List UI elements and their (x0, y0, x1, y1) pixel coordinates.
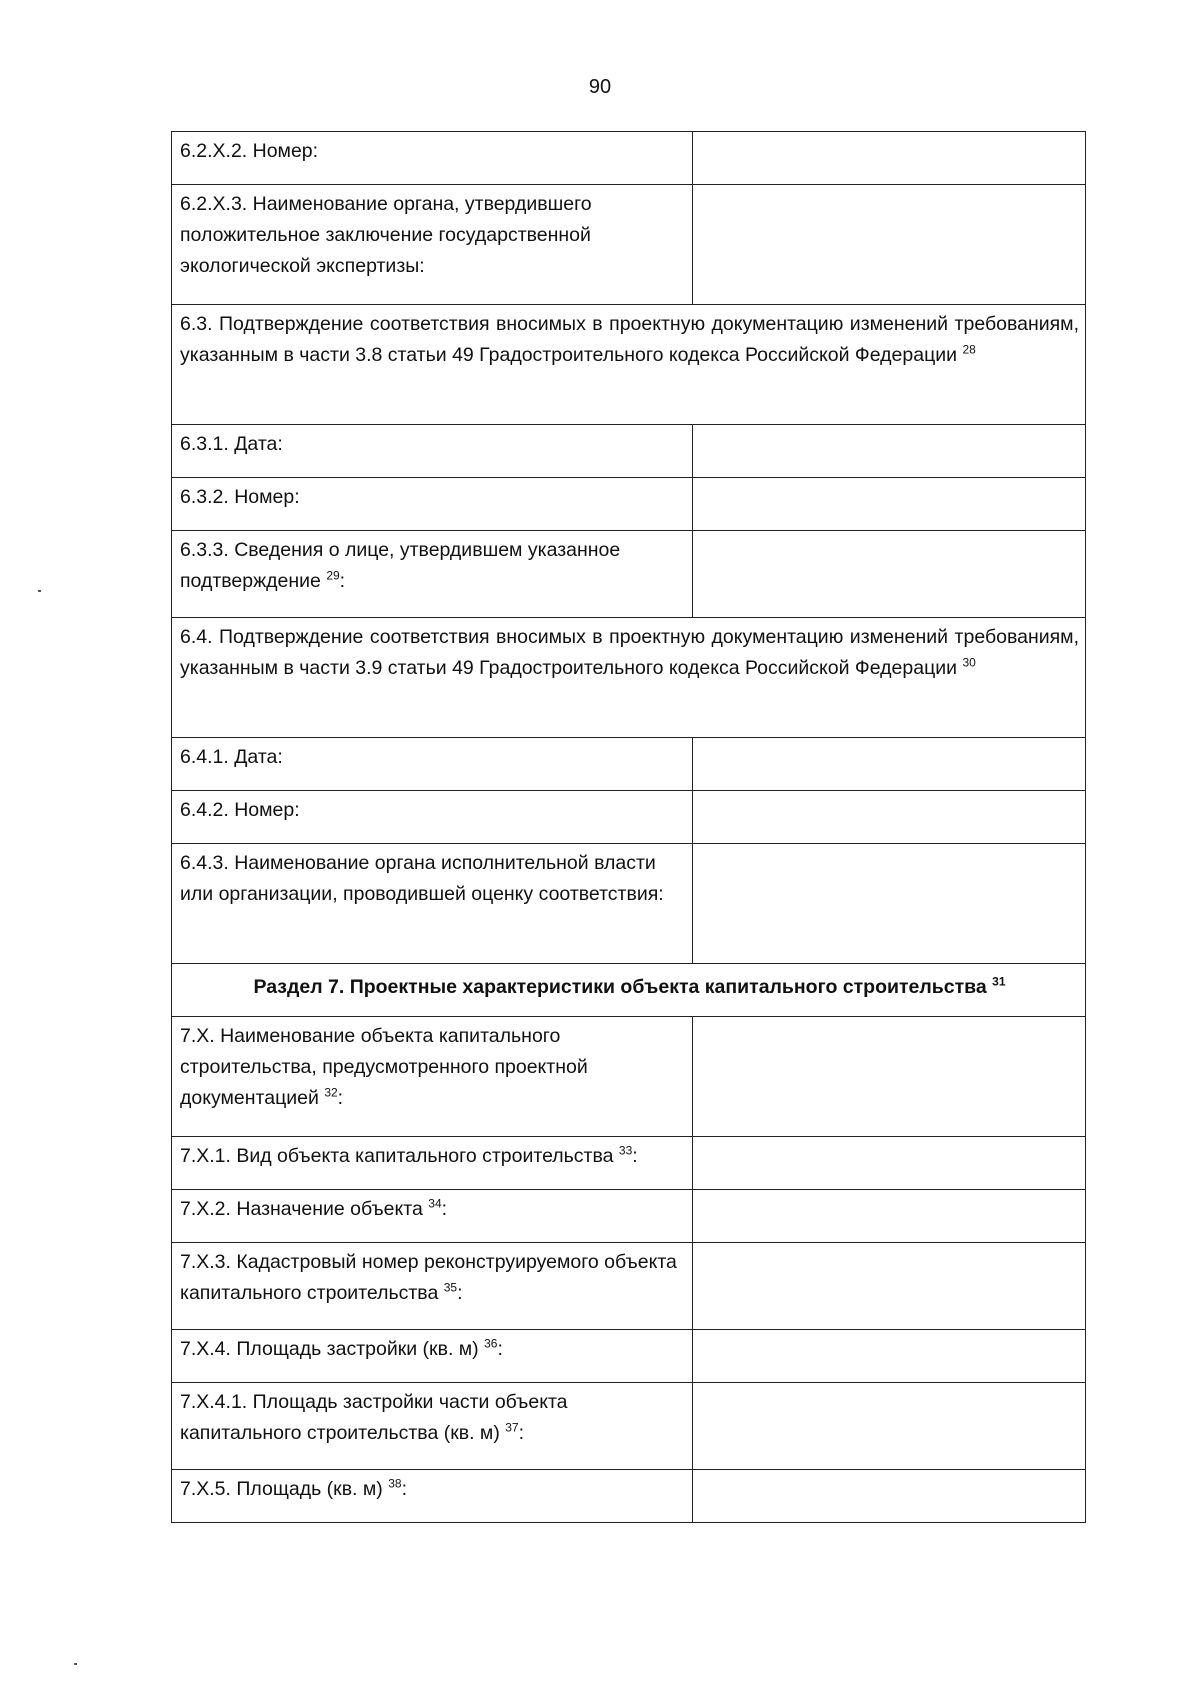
field-value-cell[interactable] (693, 791, 1086, 844)
field-label-cell (172, 1383, 693, 1470)
footnote-ref: 34 (428, 1196, 442, 1211)
field-label: 6.3.1. Дата: (180, 433, 283, 455)
field-label-cell (172, 531, 693, 618)
field-value-cell[interactable] (693, 1190, 1086, 1243)
table-row (172, 738, 1086, 791)
field-label: 7.X.4.1. Площадь застройки части объекта капитального строительства (кв. м) (180, 1391, 568, 1444)
field-value-cell[interactable] (693, 1470, 1086, 1523)
field-label-cell (172, 185, 693, 305)
field-label-cell (172, 478, 693, 531)
table-row (172, 844, 1086, 964)
field-label-cell (172, 132, 693, 185)
table-row (172, 1190, 1086, 1243)
footnote-ref: 30 (962, 655, 976, 670)
field-value-cell[interactable] (693, 1330, 1086, 1383)
field-value-cell[interactable] (693, 1243, 1086, 1330)
table-row (172, 305, 1086, 425)
field-label: 6.3. Подтверждение соответствия вносимых в проектную документацию изменений требованиям, указанным в части 3.8 статьи 49 Градостроительного кодекса Российской Федерации (180, 313, 1079, 366)
field-label: 6.4.2. Номер: (180, 799, 300, 821)
page-number: 90 (588, 76, 612, 98)
field-value-cell[interactable] (693, 1017, 1086, 1137)
field-label-cell (172, 305, 1086, 425)
field-value-cell[interactable] (693, 844, 1086, 964)
field-label-cell (172, 1330, 693, 1383)
footnote-ref: 31 (992, 974, 1006, 989)
footnote-ref: 37 (505, 1420, 519, 1435)
label-suffix: : (518, 1422, 525, 1444)
field-label: 7.X.2. Назначение объекта (180, 1198, 423, 1220)
table-row (172, 1330, 1086, 1383)
field-label-cell (172, 1243, 693, 1330)
field-label: 6.4.1. Дата: (180, 746, 283, 768)
label-suffix: : (401, 1478, 407, 1500)
field-label-cell (172, 1190, 693, 1243)
table-row (172, 1243, 1086, 1330)
table-row (172, 618, 1086, 738)
field-value-cell[interactable] (693, 1383, 1086, 1470)
field-value-cell[interactable] (693, 425, 1086, 478)
field-label: 7.X.4. Площадь застройки (кв. м) (180, 1338, 479, 1360)
table-row (172, 425, 1086, 478)
field-label: 6.4.3. Наименование органа исполнительной власти или организации, проводившей оценку соответствия: (180, 852, 664, 905)
field-label: 6.2.X.3. Наименование органа, утвердившего положительное заключение государственной экологической экспертизы: (180, 193, 592, 277)
scan-mark (74, 1663, 77, 1665)
label-suffix: : (497, 1338, 503, 1360)
field-value-cell[interactable] (693, 531, 1086, 618)
form-table-body (172, 132, 1086, 1523)
form-table (171, 131, 1086, 1523)
field-label-cell (172, 1017, 693, 1137)
label-suffix: : (632, 1145, 638, 1167)
table-row (172, 1383, 1086, 1470)
field-label: 7.X.3. Кадастровый номер реконструируемого объекта капитального строительства (180, 1251, 677, 1304)
table-row (172, 132, 1086, 185)
field-label: Раздел 7. Проектные характеристики объекта капитального строительства (253, 976, 987, 998)
field-value-cell[interactable] (693, 1137, 1086, 1190)
field-label: 7.X. Наименование объекта капитального строительства, предусмотренного проектной документацией (180, 1025, 588, 1109)
field-label-cell (172, 1137, 693, 1190)
scan-mark (38, 590, 41, 592)
table-row (172, 1470, 1086, 1523)
table-row (172, 1017, 1086, 1137)
label-suffix: : (337, 1087, 344, 1109)
table-row (172, 964, 1086, 1017)
field-value-cell[interactable] (693, 185, 1086, 305)
field-label: 6.4. Подтверждение соответствия вносимых в проектную документацию изменений требованиям, указанным в части 3.9 статьи 49 Градостроительного кодекса Российской Федерации (180, 626, 1079, 679)
footnote-ref: 28 (962, 342, 976, 357)
field-value-cell[interactable] (693, 132, 1086, 185)
footnote-ref: 36 (484, 1336, 498, 1351)
label-suffix: : (339, 570, 346, 592)
field-label: 7.X.5. Площадь (кв. м) (180, 1478, 383, 1500)
field-label: 6.3.3. Сведения о лице, утвердившем указанное подтверждение (180, 539, 621, 592)
label-suffix: : (441, 1198, 448, 1220)
label-suffix: : (457, 1282, 463, 1304)
field-label: 7.X.1. Вид объекта капитального строительства (180, 1145, 614, 1167)
field-label-cell (172, 425, 693, 478)
footnote-ref: 38 (388, 1476, 402, 1491)
table-row (172, 791, 1086, 844)
field-value-cell[interactable] (693, 478, 1086, 531)
table-row (172, 478, 1086, 531)
field-value-cell[interactable] (693, 738, 1086, 791)
footnote-ref: 32 (324, 1085, 338, 1100)
field-label-cell (172, 844, 693, 964)
field-label: 6.3.2. Номер: (180, 486, 300, 508)
table-row (172, 1137, 1086, 1190)
footnote-ref: 35 (443, 1280, 458, 1295)
footnote-ref: 29 (326, 568, 340, 583)
field-label-cell (172, 1470, 693, 1523)
field-label-cell (172, 618, 1086, 738)
field-label: 6.2.X.2. Номер: (180, 140, 319, 162)
table-row (172, 185, 1086, 305)
section-heading (172, 964, 1086, 1017)
field-label-cell (172, 791, 693, 844)
field-label-cell (172, 738, 693, 791)
footnote-ref: 33 (618, 1143, 633, 1158)
table-row (172, 531, 1086, 618)
